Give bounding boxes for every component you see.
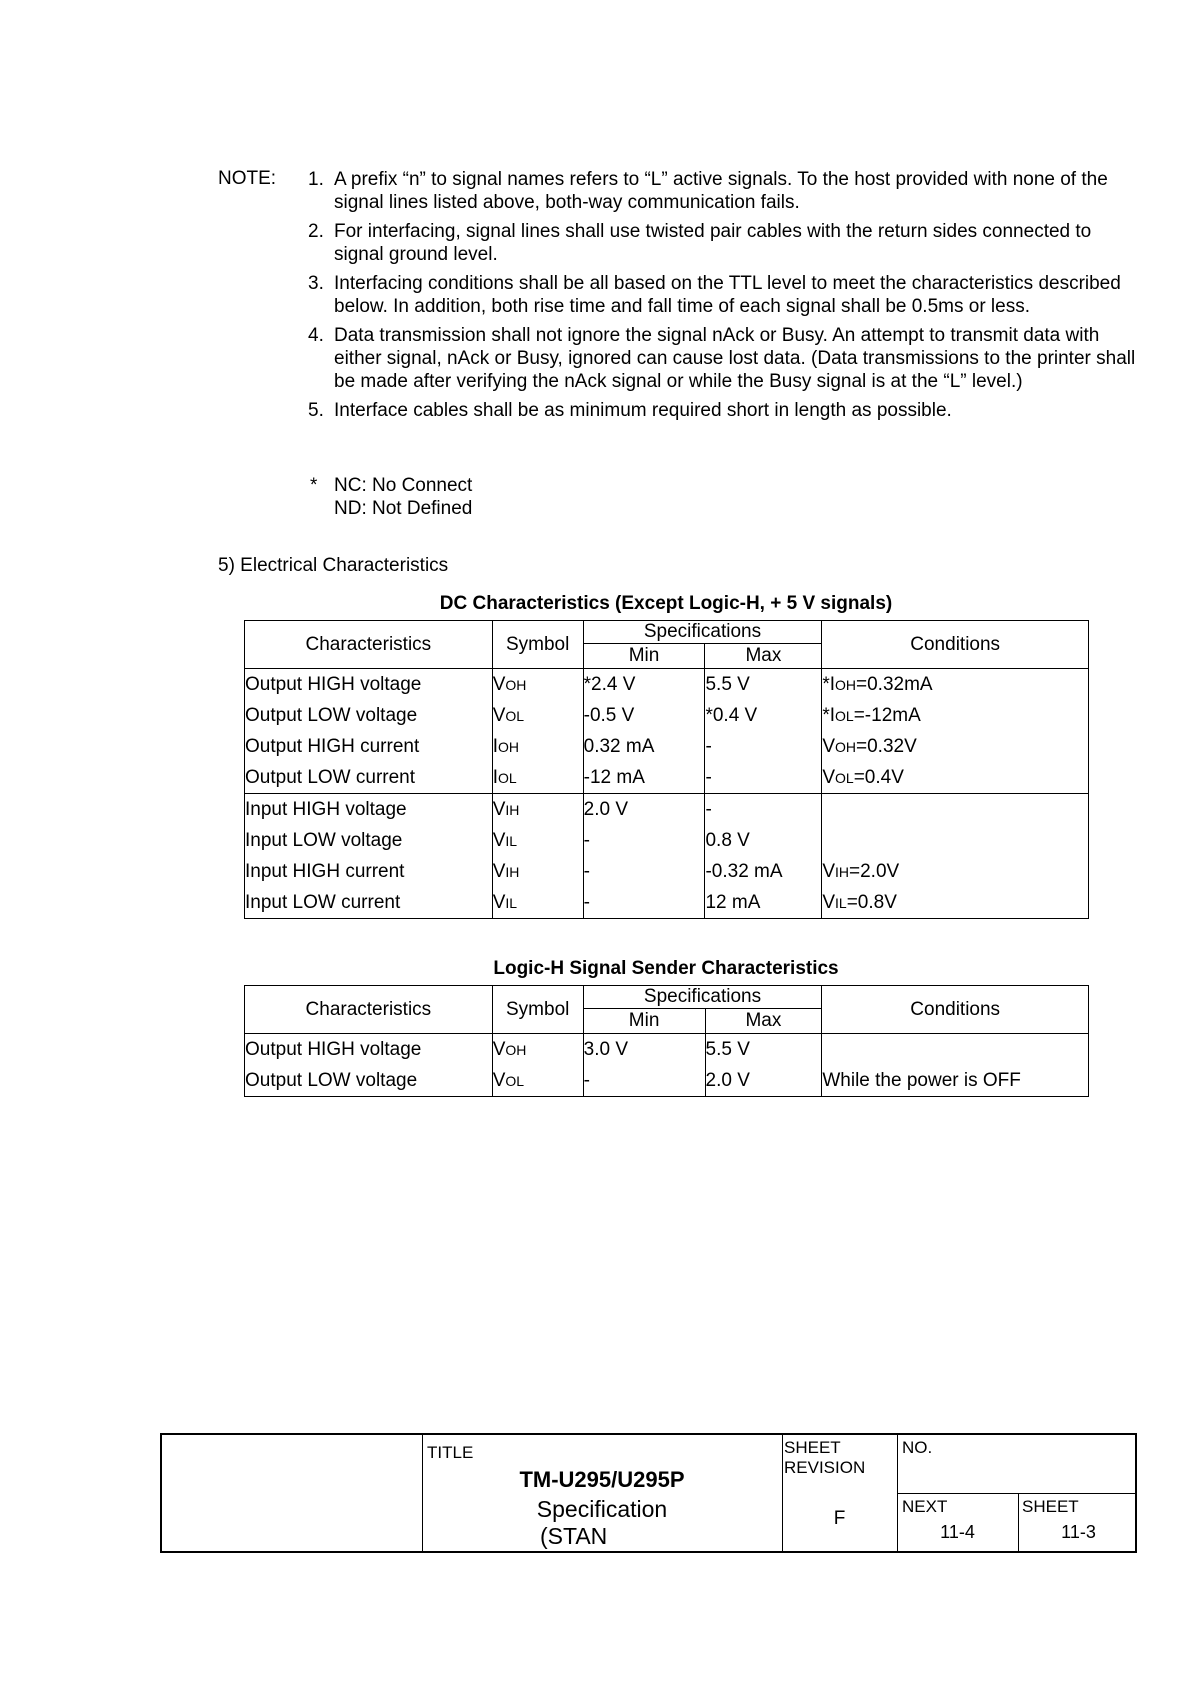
condition-subscript: IH (835, 863, 850, 880)
condition-prefix: *I (822, 704, 836, 726)
max-cell: - (705, 798, 712, 820)
symbol-subscript: IH (505, 801, 520, 818)
note-number: 4. (308, 325, 324, 346)
header-min: Min (583, 1009, 705, 1034)
characteristic-cell: Input HIGH voltage (245, 798, 407, 820)
min-cell: -0.5 V (583, 704, 635, 726)
logic-h-characteristics-table (244, 985, 1089, 1097)
nc-definition: NC: No Connect (334, 475, 473, 496)
sheet-label: SHEET (1022, 1497, 1079, 1516)
asterisk: * (310, 475, 318, 496)
note-number: 3. (308, 273, 324, 294)
symbol-letter: I (492, 735, 498, 757)
document-spec-line: Specification (536, 1496, 668, 1522)
characteristic-cell: Output LOW current (245, 766, 416, 788)
max-cell: *0.4 V (705, 704, 758, 726)
symbol-letter: V (492, 798, 506, 820)
condition-value: =0.32V (856, 735, 917, 757)
symbol-letter: I (492, 766, 498, 788)
symbol-letter: V (492, 829, 506, 851)
symbol-subscript: IH (505, 863, 520, 880)
condition-subscript: OH (835, 738, 857, 755)
note-text: Data transmission shall not ignore the signal nAck or Busy. An attempt to transmit data with either signal, nAck or Busy, ignored can cause lost data. (Data transmissions to the printer shall be made after verifying the nAck signal or while the Busy signal is at the “L” level.) (334, 325, 1136, 392)
note-item (308, 168, 1138, 214)
condition-prefix: *I (822, 673, 836, 695)
min-cell: 3.0 V (583, 1038, 629, 1060)
header-characteristics: Characteristics (245, 986, 493, 1034)
note-item (308, 399, 1138, 422)
characteristic-cell: Input HIGH current (245, 860, 405, 882)
no-label: NO. (902, 1438, 933, 1457)
table-row (245, 887, 1089, 919)
max-cell: 0.8 V (705, 829, 750, 851)
section-title: 5) Electrical Characteristics (218, 555, 449, 576)
symbol-subscript: OL (505, 1072, 525, 1089)
document-stan-line: (STAN (540, 1523, 608, 1549)
note-number: 5. (308, 400, 324, 421)
sheet-revision-value: F (833, 1508, 846, 1529)
header-specifications: Specifications (583, 621, 822, 644)
note-number: 2. (308, 221, 324, 242)
note-number: 1. (308, 169, 324, 190)
symbol-subscript: OH (505, 676, 527, 693)
symbol-letter: V (492, 891, 506, 913)
condition-value: =2.0V (849, 860, 900, 882)
condition-value: =-12mA (853, 704, 921, 726)
characteristic-cell: Input LOW voltage (245, 829, 403, 851)
condition-prefix: V (822, 891, 836, 913)
symbol-subscript: IL (505, 832, 518, 849)
title-label: TITLE (427, 1443, 474, 1462)
note-list (308, 168, 1138, 428)
condition-subscript: OL (835, 707, 854, 724)
logic-table-title: Logic-H Signal Sender Characteristics (493, 958, 839, 979)
header-symbol: Symbol (492, 986, 583, 1034)
symbol-letter: V (492, 1069, 506, 1091)
min-cell: 0.32 mA (583, 735, 655, 757)
max-cell: 5.5 V (705, 673, 750, 695)
condition-subscript: IL (835, 894, 847, 911)
condition-prefix: V (822, 766, 836, 788)
min-cell: *2.4 V (583, 673, 636, 695)
max-cell: 12 mA (705, 891, 761, 913)
header-characteristics: Characteristics (245, 621, 493, 669)
next-value: 11-4 (940, 1522, 975, 1542)
max-cell: - (705, 766, 712, 788)
dc-characteristics-table (244, 620, 1089, 919)
table-row (245, 825, 1089, 856)
sheet-value: 11-3 (1061, 1522, 1096, 1542)
nd-definition: ND: Not Defined (334, 498, 473, 519)
table-row (245, 762, 1089, 794)
max-cell: 5.5 V (705, 1038, 750, 1060)
header-conditions: Conditions (822, 621, 1089, 669)
table-row (245, 1034, 1089, 1066)
characteristic-cell: Output HIGH voltage (245, 673, 422, 695)
max-cell: - (705, 735, 712, 757)
symbol-subscript: OH (505, 1041, 527, 1058)
table-row (245, 700, 1089, 731)
symbol-letter: V (492, 704, 506, 726)
condition-value: =0.8V (846, 891, 897, 913)
max-cell: 2.0 V (705, 1069, 750, 1091)
table-row (245, 669, 1089, 701)
table-row (245, 731, 1089, 762)
max-cell: -0.32 mA (705, 860, 783, 882)
note-text: Interface cables shall be as minimum required short in length as possible. (334, 400, 952, 421)
note-item (308, 220, 1138, 266)
characteristic-cell: Output LOW voltage (245, 1069, 418, 1091)
characteristic-cell: Output LOW voltage (245, 704, 418, 726)
table-row (245, 856, 1089, 887)
min-cell: - (583, 829, 590, 851)
condition-subscript: OH (835, 676, 857, 693)
condition-cell: While the power is OFF (822, 1069, 1021, 1091)
table-row (245, 1065, 1089, 1097)
header-conditions: Conditions (822, 986, 1089, 1034)
symbol-letter: V (492, 1038, 506, 1060)
next-label: NEXT (902, 1497, 948, 1516)
min-cell: 2.0 V (583, 798, 628, 820)
note-item (308, 324, 1138, 393)
symbol-subscript: OH (497, 738, 519, 755)
header-min: Min (583, 644, 705, 669)
symbol-letter: V (492, 860, 506, 882)
header-max: Max (705, 644, 822, 669)
note-label: NOTE: (218, 168, 277, 189)
min-cell: - (583, 860, 590, 882)
table-row (245, 794, 1089, 826)
header-specifications: Specifications (583, 986, 822, 1009)
symbol-letter: V (492, 673, 506, 695)
min-cell: -12 mA (583, 766, 645, 788)
symbol-subscript: OL (497, 769, 517, 786)
header-max: Max (705, 1009, 822, 1034)
note-item (308, 272, 1138, 318)
header-symbol: Symbol (492, 621, 583, 669)
document-model: TM-U295/U295P (519, 1467, 685, 1492)
min-cell: - (583, 891, 590, 913)
characteristic-cell: Output HIGH voltage (245, 1038, 422, 1060)
note-text: Interfacing conditions shall be all based on the TTL level to meet the characteristics described below. In addition, both rise time and fall time of each signal shall be 0.5ms or less. (334, 273, 1121, 317)
condition-value: =0.4V (853, 766, 904, 788)
title-block (160, 1433, 1137, 1553)
condition-prefix: V (822, 860, 836, 882)
dc-table-title: DC Characteristics (Except Logic-H, + 5 V signals) (439, 593, 893, 614)
condition-value: =0.32mA (856, 673, 933, 695)
characteristic-cell: Input LOW current (245, 891, 401, 913)
sheet-revision-label: SHEET REVISION (784, 1438, 866, 1477)
min-cell: - (583, 1069, 590, 1091)
condition-prefix: V (822, 735, 836, 757)
condition-subscript: OL (835, 769, 854, 786)
note-text: A prefix “n” to signal names refers to “L” active signals. To the host provided with none of the signal lines listed above, both-way communication fails. (334, 169, 1108, 213)
characteristic-cell: Output HIGH current (245, 735, 420, 757)
symbol-subscript: OL (505, 707, 525, 724)
note-text: For interfacing, signal lines shall use twisted pair cables with the return sides connected to signal ground level. (334, 221, 1092, 265)
symbol-subscript: IL (505, 894, 518, 911)
abbreviation-legend (310, 474, 473, 520)
